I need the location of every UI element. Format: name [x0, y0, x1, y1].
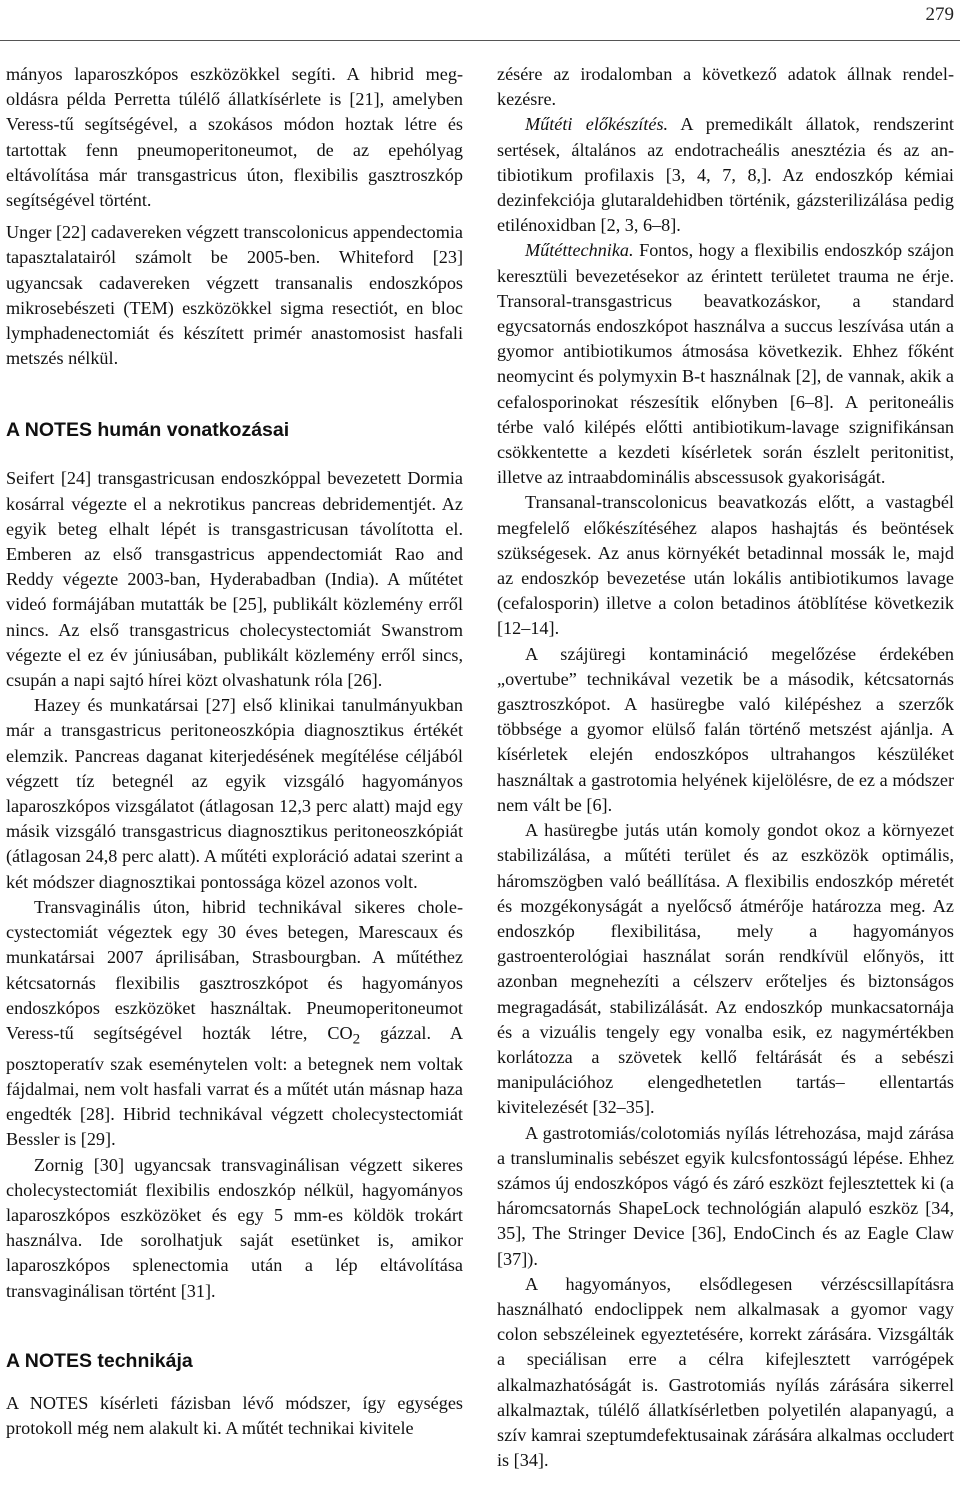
co2-subscript: 2 — [352, 1030, 361, 1048]
section-heading-technique: A NOTES technikája — [6, 1349, 193, 1372]
left-paragraph-2: Unger [22] cadavereken végzett transcolonicus appendectomia tapasztalatairól számolt be 2005-ben. Whiteford [23] ugyancsak cadavereken végzett transanalis endoszkópos mikrosebészeti (TEM) eszközökkel sigma resectiót, en bloc lymphadenectomiát és készített primér anastomosist hasfali metszés nélkül. — [6, 222, 464, 369]
right-paragraph-7: A gastrotomiás/colotomiás nyílás létrehozása, majd zárása a transluminalis sebészet egyik kulcsfontosságú lépése. Ehhez számos új endoszkópos vágó és záró eszközt fejlesztettek ki (a háromcsatornás ShapeLock technológián alapuló eszköz [34, 35], The Stringer Device [36], EndoCinch és az Eagle Claw [37]). — [497, 1122, 954, 1269]
p5-text-before: Transvaginális úton, hibrid technikával sikeres cholecystectomiát végeztek egy 30 éves betegen, Marescaux és munkatársai 2007 áprilisában, Strasbourgban. A műtéthez kétcsatornás flexibilis gasztroszkópot és hagyományos endoszkópos eszközöket használtak. Pneumoperitoneumot Veress-tű segítségével hozták létre, CO — [6, 896, 463, 1043]
left-paragraph-7: A NOTES kísérleti fázisban lévő módszer, így egységes protokoll még nem alakult ki. A műtét technikai kivitele — [6, 1392, 463, 1438]
right-column — [497, 62, 954, 1473]
section-heading-human: A NOTES humán vonatkozásai — [6, 419, 290, 442]
preop-text: A premedikált állatok, rendszerint sertések, általános az endotracheális anesztézia és az antibiotikum profilaxis [3, 4, 7, 8,]. Az endoszkóp kémiai dezinfekciója glutaraldehidben történik, gázsterilizálása pedig etilénoxidban [2, 3, 6–8]. — [497, 114, 954, 236]
left-paragraph-5 — [6, 895, 463, 1153]
technique-text: Fontos, hogy a flexibilis endoszkóp szájon keresztüli bevezetésekor az érintett területet trauma ne érje. Transoral-transgastricus beavatkozáskor, a standard egycsatornás endoszkópot használva a succus leszívása után a gyomor antibiotikumos átmosása következik. Ehhez főként neomycint és polymyxin B-t használnak [2], de vannak, akik a cefalosporinokat részesítik előnyben [6–8]. A peritoneális térbe való kilépés előtti antibiotikum-lavage szignifikánsan csökkentette a kezdeti kísérletek során észlelt peritonitist, illetve az intraabdominális abscessusok gyakoriságát. — [497, 240, 954, 488]
right-paragraph-4: Transanal-transcolonicus beavatkozás előtt, a vastagbél megfelelő előkészítéséhez alapos hashajtás és beöntések szükségesek. Az anus környékét betadinnal mossák le, majd az endoszkóp bevezetése után lokális antibiotikumos lavage (cefalosporin) illetve a colon betadinos átöblítése következik [12–14]. — [497, 492, 954, 639]
p5-text-after: gázzal. A posztoperatív szak eseménytelen volt: a betegnek nem voltak fájdalmai, nem volt hasfali varrat és a műtét után másnap haza engedték [28]. Hibrid technikával végzett cholecystectomiát Bessler is [29]. — [6, 1022, 463, 1150]
left-paragraph-4: Hazey és munkatársai [27] első klinikai tanulmányukban már a transgastricus peritoneoszkópia diagnosztikus értékét elemzik. Pancreas daganat kiterjedésének megítélése céljából végzett tíz betegnél az egyik vizsgáló hagyományos laparoszkópos vizsgálatot (átlagosan 12,3 perc alatt) majd egy másik vizsgáló transgastricus diagnosztikus peritoneoszkópiát (átlagosan 24,8 perc alatt). A műtéti exploráció adatai szerint a két módszer diagnosztikai pontossága közel azonos volt. — [6, 695, 463, 892]
left-paragraph-6: Zornig [30] ugyancsak transvaginálisan végzett sikeres cholecystectomiát flexibilis endoszkóp nélkül, hagyományos laparoszkópos eszközöket és egy 5 mm-es köldök trokárt használva. Ide sorolhatjuk saját esetünket is, amikor laparoszkópos splenectomia után a lép eltávolítása transvaginálisan történt [31]. — [6, 1154, 463, 1301]
right-paragraph-5: A szájüregi kontamináció megelőzése érdekében „overtube” technikával vezetik be a második, kétcsatornás gasztroszkópot. A hasüregbe való kilépéshez a szerzők többsége a gyomor elülső falán történő metszést ajánlja. A kísérletek elején endoszkópos ultrahangos készüléket használtak a gastrotomia helyének kijelölésre, de ez a módszer nem vált be [6]. — [497, 643, 954, 815]
right-paragraph-1: zésére az irodalomban a következő adatok állnak rendelkezésre. — [497, 64, 954, 110]
technique-label: Műtéttechnika. — [525, 240, 634, 261]
page-number: 279 — [925, 4, 954, 25]
right-paragraph-8: A hagyományos, elsődlegesen vérzéscsillapításra használható endoclippek nem alkalmasak a gyomor vagy colon sebszéleinek egyeztetésére, korrekt zárására. Vizsgálták a speciálisan erre a célra kifejlesztett varrógépek alkalmazhatóságát is. Gastrotomiás nyílás zárására sikerrel alkalmaztak, túlélő állatkísérletben polyetilén alapanyagú, a szív kamrai szeptumdefektusainak zárására alkalmas occludert is [34]. — [497, 1273, 954, 1471]
right-paragraph-2 — [497, 112, 954, 238]
right-paragraph-3 — [497, 238, 954, 490]
left-column — [6, 62, 463, 1441]
preop-label: Műtéti előkészítés. — [525, 114, 669, 135]
left-paragraph-3: Seifert [24] transgastricusan endoszkóppal bevezetett Dormia kosárral végezte el a nekrotikus pancreas debridementjét. Az egyik beteg elhalt lépét is transgastricusan távolította el. Emberen az első transgastricus appendectomiát Rao and Reddy végezte 2003-ban, Hyderabadban (India). A műtétet videó formájában mutatták be [25], publikált közlemény erről nincs. Az első transgastricus cholecystectomiát Swanstrom végezte el ez év júniusában, publikált közlemény erről sincs, csupán a napi sajtó hírei közt olvashatunk róla [26]. — [6, 468, 463, 691]
right-paragraph-6: A hasüregbe jutás után komoly gondot okoz a környezet stabilizálása, a műtéti terület és az eszközök optimális, háromszögben való beállítása. A flexibilis endoszkóp méretét és mozgékonyságát a nyelőcső átmérője határozza meg. Az endoszkóp flexibilitása, mely a hagyományos gastroenterológiai használat során rendkívül előnyös, itt azonban megnehezíti a célszerv erőteljes és biztonságos megragadását, stabilizálását. Az endoszkóp munkacsatornája és a vizuális tengely egy vonalba esik, ez nagymértékben korlátozza a szövetek kellő feltárását és a sebészi manipulációhoz elengedhetetlen tartás– ellentartás kivitelezését [32–35]. — [497, 820, 954, 1118]
left-paragraph-1: mányos laparoszkópos eszközökkel segíti. A hibrid megoldásra példa Perretta túlélő állatkísérlete is [21], amelyben Veress-tű segítségével, a szokásos módon hoztak létre és tartottak fenn pneumoperitoneumot, de az epehólyag eltávolítása már transgastricus úton, flexibilis gasztroszkóp segítségével történt. — [6, 64, 463, 211]
header-rule — [0, 40, 960, 41]
